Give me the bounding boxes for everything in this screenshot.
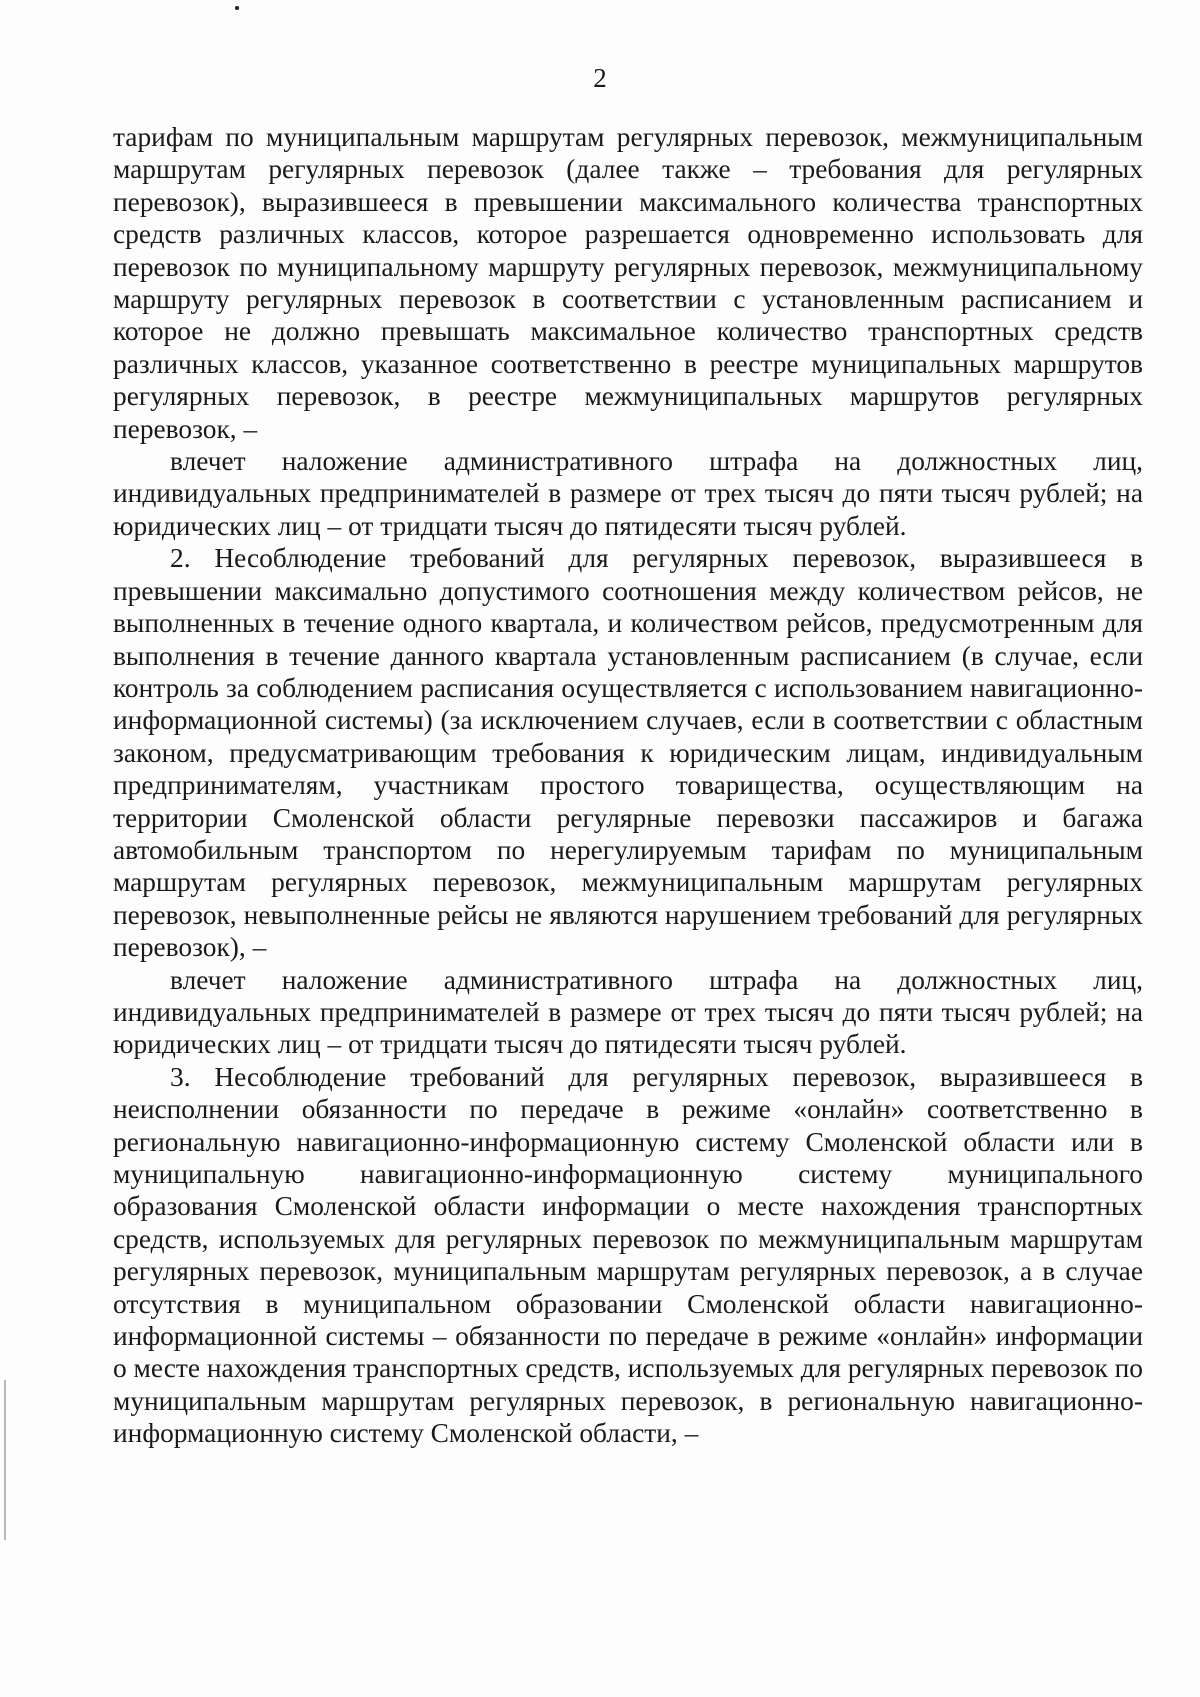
paragraph-continuation: тарифам по муниципальным маршрутам регулярных перевозок, межмуниципальным маршрутам регулярных перевозок (далее также – требования для регулярных перевозок), выразившееся в превышении максимального количества транспортных средств различных классов, которое разрешается одновременно использовать для перевозок по муниципальному маршруту регулярных перевозок, межмуниципальному маршруту регулярных перевозок в соответствии с установленным расписанием и которое не должно превышать максимальное количество транспортных средств различных классов, указанное соответственно в реестре муниципальных маршрутов регулярных перевозок, в реестре межмуниципальных маршрутов регулярных перевозок, – — [113, 122, 1143, 444]
paragraph-item-2: 2. Несоблюдение требований для регулярных перевозок, выразившееся в превышении максимально допустимого соотношения между количеством рейсов, не выполненных в течение одного квартала, и количеством рейсов, предусмотренным для выполнения в течение данного квартала установленным расписанием (в случае, если контроль за соблюдением расписания осуществляется с использованием навигационно-информационной системы) (за исключением случаев, если в соответствии с областным законом, предусматривающим требования к юридическим лицам, индивидуальным предпринимателям, участникам простого товарищества, осуществляющим на территории Смоленской области регулярные перевозки пассажиров и багажа автомобильным транспортом по нерегулируемым тарифам по муниципальным маршрутам регулярных перевозок, межмуниципальным маршрутам регулярных перевозок, невыполненные рейсы не являются нарушением требований для регулярных перевозок), – — [113, 543, 1143, 963]
scan-speck — [235, 6, 239, 10]
paragraph-penalty-2: влечет наложение административного штрафа на должностных лиц, индивидуальных предпринимателей в размере от трех тысяч до пяти тысяч рублей; на юридических лиц – от тридцати тысяч до пятидесяти тысяч рублей. — [113, 964, 1143, 1060]
page-number: 2 — [593, 63, 607, 93]
paragraph-item-3: 3. Несоблюдение требований для регулярных перевозок, выразившееся в неисполнении обязанности по передаче в режиме «онлайн» соответственно в региональную навигационно-информационную систему Смоленской области или в муниципальную навигационно-информационную систему муниципального образования Смоленской области информации о месте нахождения транспортных средств, используемых для регулярных перевозок по межмуниципальным маршрутам регулярных перевозок, муниципальным маршрутам регулярных перевозок, а в случае отсутствия в муниципальном образовании Смоленской области навигационно-информационной системы – обязанности по передаче в режиме «онлайн» информации о месте нахождения транспортных средств, используемых для регулярных перевозок по муниципальным маршрутам регулярных перевозок, в региональную навигационно-информационную систему Смоленской области, – — [113, 1061, 1143, 1449]
body-text — [113, 121, 1143, 1450]
scan-edge-mark — [4, 1380, 6, 1540]
paragraph-penalty-1: влечет наложение административного штрафа на должностных лиц, индивидуальных предпринимателей в размере от трех тысяч до пяти тысяч рублей; на юридических лиц – от тридцати тысяч до пятидесяти тысяч рублей. — [113, 446, 1143, 541]
